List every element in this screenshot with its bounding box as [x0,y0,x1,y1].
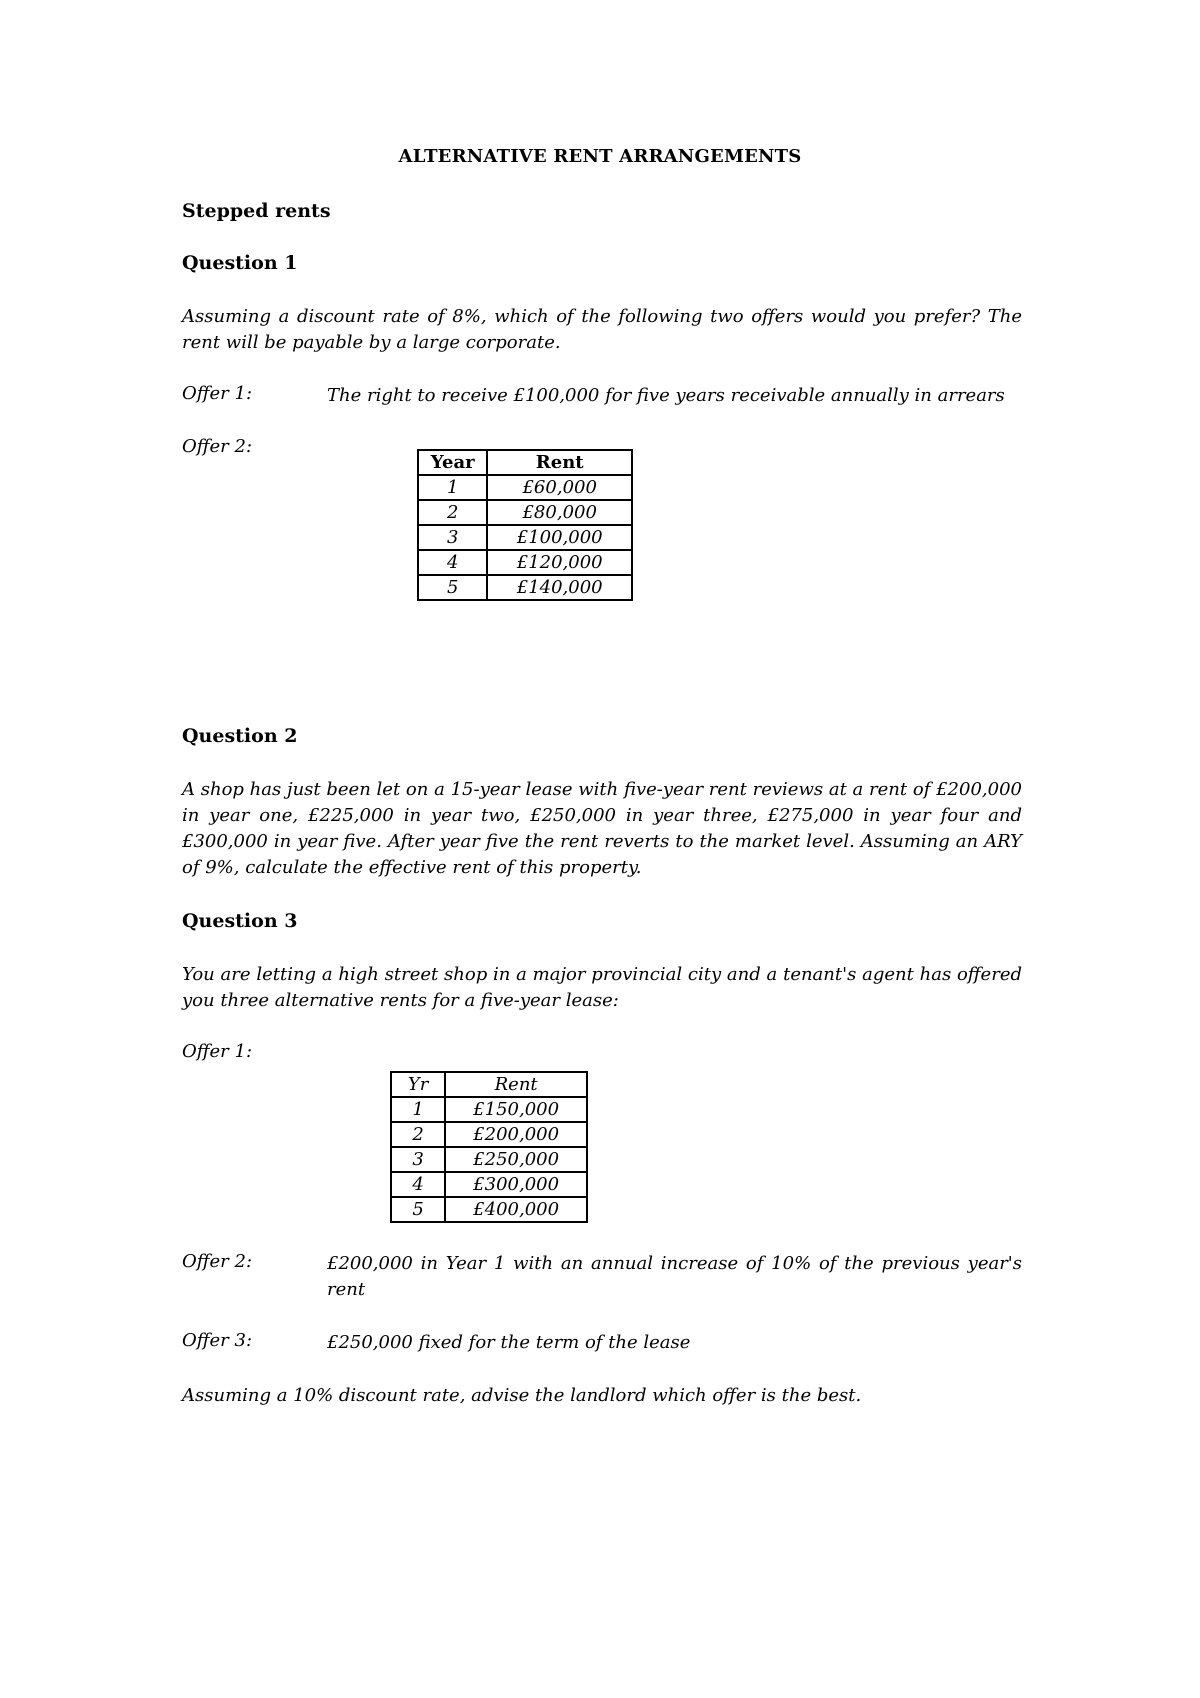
rent-cell: £400,000 [445,1197,587,1222]
section-heading: Stepped rents [182,200,331,222]
year-cell: 2 [391,1122,445,1147]
q3-offer-2-text: £200,000 in Year 1 with an annual increase of 10% of the previous year's rent [327,1253,1022,1300]
rent-cell: £80,000 [487,500,632,525]
rent-header: Rent [445,1072,587,1097]
question-2-heading: Question 2 [182,725,298,747]
rent-cell: £250,000 [445,1147,587,1172]
question-2-text: A shop has just been let on a 15-year lease with five-year rent reviews at a rent of £200,000 in year one, £225,000 in year two, £250,000 in year three, £275,000 in year four and £300,000 in year five. After year five the rent reverts to the market level. Assuming an ARY of 9%, calculate the effective rent of this property. [182,779,1022,878]
question-1-text: Assuming a discount rate of 8%, which of the following two offers would you prefer? The rent will be payable by a large corporate. [182,306,1022,353]
year-cell: 4 [418,550,487,575]
year-header: Year [418,450,487,475]
year-cell: 4 [391,1172,445,1197]
year-cell: 5 [418,575,487,600]
year-header: Yr [391,1072,445,1097]
table-header-row [418,450,632,475]
q1-offer-1-text: The right to receive £100,000 for five years receivable annually in arrears [327,385,1005,406]
q1-rent-table [417,449,633,601]
question-1-heading: Question 1 [182,252,298,274]
rent-cell: £150,000 [445,1097,587,1122]
q3-offer-3-label: Offer 3: [182,1330,253,1351]
rent-cell: £60,000 [487,475,632,500]
table-row [391,1147,587,1172]
table-row [418,500,632,525]
year-cell: 2 [418,500,487,525]
year-cell: 5 [391,1197,445,1222]
table-row [391,1197,587,1222]
q1-offer-2-label: Offer 2: [182,436,253,457]
rent-header: Rent [487,450,632,475]
rent-cell: £300,000 [445,1172,587,1197]
table-row [418,525,632,550]
year-cell: 3 [418,525,487,550]
rent-cell: £100,000 [487,525,632,550]
q1-offer-1-label: Offer 1: [182,383,253,404]
table-row [418,575,632,600]
rent-cell: £140,000 [487,575,632,600]
q3-offer-2-label: Offer 2: [182,1251,253,1272]
q3-rent-table [390,1071,588,1223]
year-cell: 1 [391,1097,445,1122]
table-header-row [391,1072,587,1097]
document-title: ALTERNATIVE RENT ARRANGEMENTS [398,146,802,167]
table-row [391,1097,587,1122]
question-3-closing: Assuming a 10% discount rate, advise the landlord which offer is the best. [182,1385,862,1406]
q3-offer-1-label: Offer 1: [182,1041,253,1062]
question-3-text: You are letting a high street shop in a major provincial city and a tenant's agent has offered you three alternative rents for a five-year lease: [182,964,1022,1011]
table-row [391,1172,587,1197]
year-cell: 3 [391,1147,445,1172]
question-3-heading: Question 3 [182,910,298,932]
year-cell: 1 [418,475,487,500]
table-row [418,475,632,500]
table-row [418,550,632,575]
rent-cell: £120,000 [487,550,632,575]
q3-offer-3-text: £250,000 fixed for the term of the lease [327,1332,691,1353]
table-row [391,1122,587,1147]
rent-cell: £200,000 [445,1122,587,1147]
